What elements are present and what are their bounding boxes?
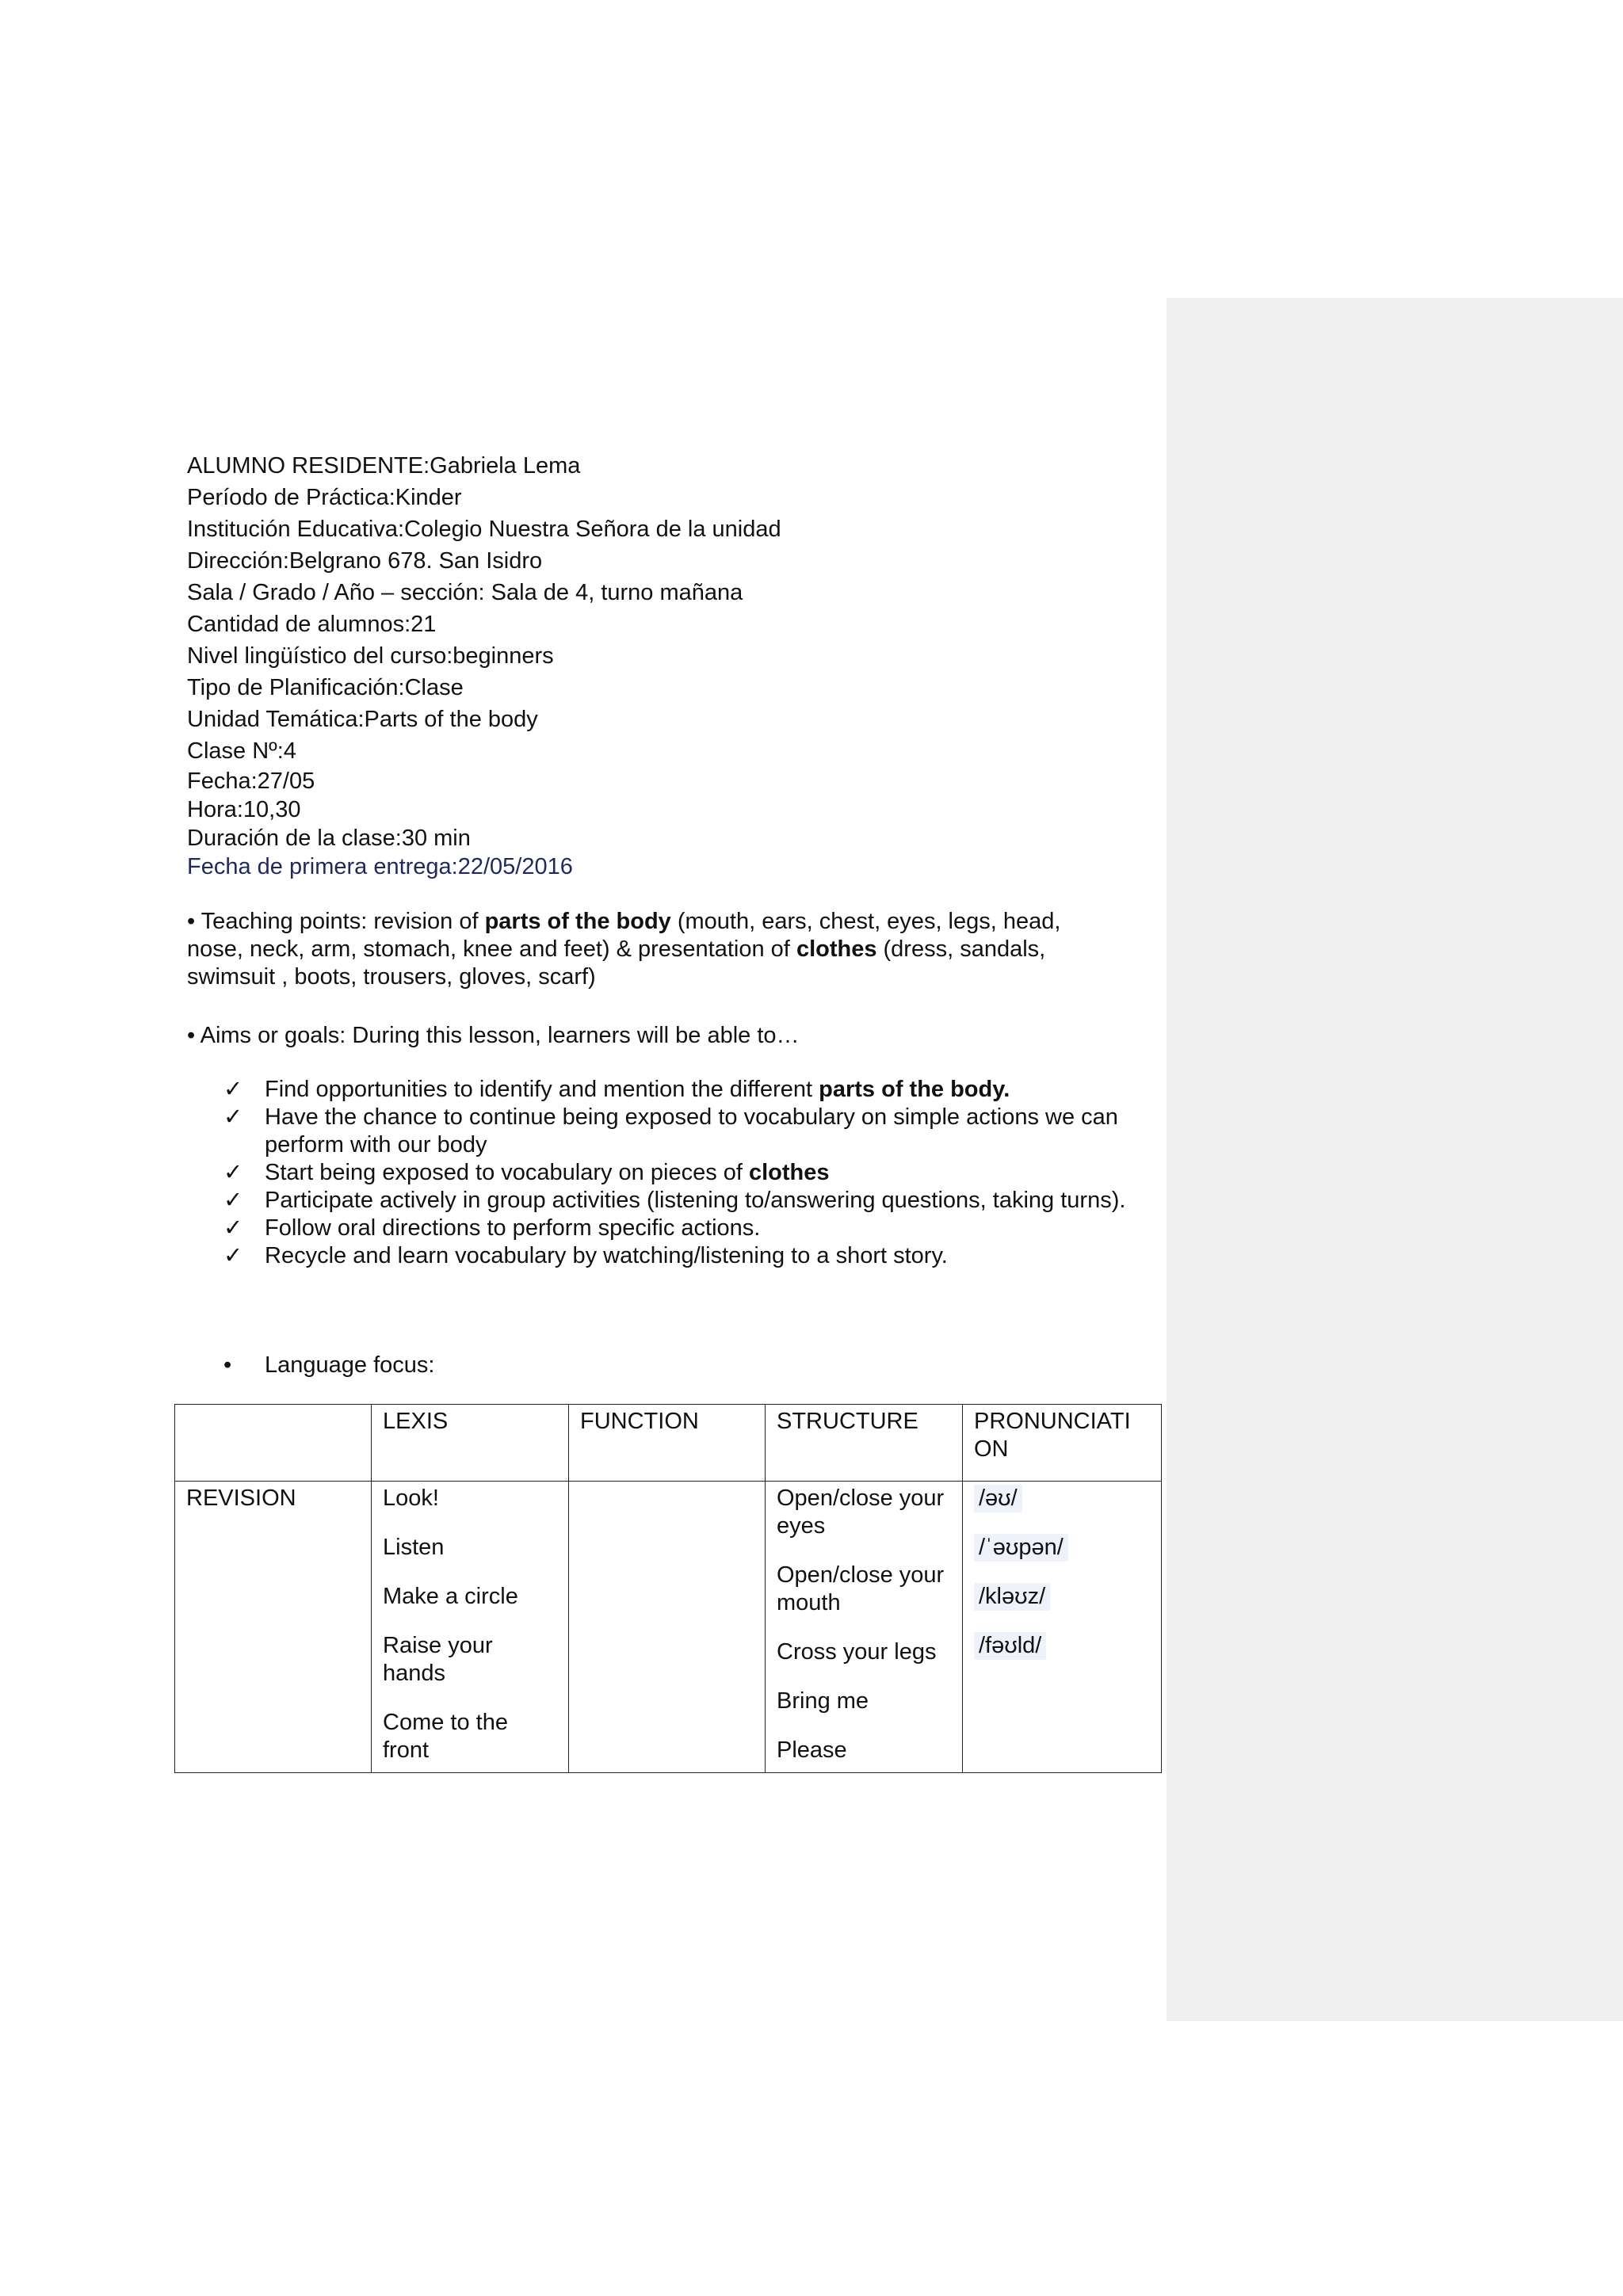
comment-margin-pane bbox=[1167, 298, 1623, 2021]
structure-item: Please bbox=[777, 1737, 847, 1763]
row-label-revision: REVISION bbox=[175, 1482, 372, 1773]
checkmark-icon: ✓ bbox=[223, 1243, 243, 1268]
teaching-points bbox=[187, 908, 1106, 991]
pronunciation-cell bbox=[963, 1482, 1162, 1773]
lexis-cell bbox=[372, 1482, 569, 1773]
header-alumno: ALUMNO RESIDENTE:Gabriela Lema bbox=[187, 453, 581, 479]
teaching-suffix: (dress, sandals, swimsuit , boots, trousers, gloves, scarf) bbox=[187, 936, 1046, 990]
checkmark-icon: ✓ bbox=[223, 1160, 243, 1185]
ipa-item: /əʊ/ bbox=[974, 1485, 1022, 1512]
header-fecha: Fecha:27/05 bbox=[187, 769, 315, 794]
header-cell-empty bbox=[175, 1405, 372, 1482]
structure-cell bbox=[766, 1482, 963, 1773]
aim-item bbox=[223, 1159, 1135, 1187]
aim-item bbox=[223, 1242, 1135, 1270]
aim-item bbox=[223, 1104, 1135, 1159]
aim-item bbox=[223, 1076, 1135, 1104]
table-row bbox=[175, 1482, 1162, 1773]
checkmark-icon: ✓ bbox=[223, 1188, 243, 1213]
bullet-icon: • bbox=[223, 1352, 232, 1378]
header-cell-pronunciation: PRONUNCIATI ON bbox=[963, 1405, 1162, 1482]
header-hora: Hora:10,30 bbox=[187, 797, 301, 822]
header-unidad: Unidad Temática:Parts of the body bbox=[187, 707, 538, 732]
function-cell bbox=[569, 1482, 766, 1773]
header-nivel: Nivel lingüístico del curso:beginners bbox=[187, 643, 554, 669]
aim-item bbox=[223, 1187, 1135, 1215]
aim-text: Have the chance to continue being exposed to vocabulary on simple actions we can perform with our body bbox=[265, 1104, 1118, 1158]
structure-item: Cross your legs bbox=[777, 1639, 937, 1665]
header-cell-structure: STRUCTURE bbox=[766, 1405, 963, 1482]
teaching-mid: (mouth, ears, chest, eyes, legs, head, nose, neck, arm, stomach, knee and feet) & presentation of bbox=[187, 909, 1061, 962]
header-direccion: Dirección:Belgrano 678. San Isidro bbox=[187, 548, 543, 574]
header-institucion: Institución Educativa:Colegio Nuestra Señora de la unidad bbox=[187, 517, 781, 542]
teaching-bold-clothes: clothes bbox=[796, 936, 877, 962]
lexis-item: Come to the front bbox=[383, 1710, 508, 1763]
ipa-item: /ˈəʊpən/ bbox=[974, 1534, 1068, 1562]
table-header-row bbox=[175, 1405, 1162, 1482]
lesson-header bbox=[187, 450, 1138, 881]
header-cantidad: Cantidad de alumnos:21 bbox=[187, 612, 437, 637]
checkmark-icon: ✓ bbox=[223, 1104, 243, 1130]
aim-bold: clothes bbox=[749, 1160, 830, 1185]
language-focus-table bbox=[174, 1404, 1162, 1773]
header-cell-function: FUNCTION bbox=[569, 1405, 766, 1482]
aim-text: Recycle and learn vocabulary by watching/listening to a short story. bbox=[265, 1243, 948, 1268]
aim-text: Find opportunities to identify and mention the different bbox=[265, 1077, 819, 1102]
structure-item: Open/close your mouth bbox=[777, 1562, 945, 1615]
lexis-item: Raise your hands bbox=[383, 1633, 493, 1686]
lexis-item: Make a circle bbox=[383, 1584, 518, 1609]
language-focus-text: Language focus: bbox=[265, 1352, 435, 1378]
header-clase: Clase Nº:4 bbox=[187, 738, 296, 764]
aim-text: Follow oral directions to perform specific actions. bbox=[265, 1215, 761, 1241]
teaching-bold-body: parts of the body bbox=[484, 909, 671, 934]
checkmark-icon: ✓ bbox=[223, 1215, 243, 1241]
header-cell-lexis: LEXIS bbox=[372, 1405, 569, 1482]
aims-checklist bbox=[223, 1076, 1135, 1270]
aims-intro: • Aims or goals: During this lesson, learners will be able to… bbox=[187, 1023, 800, 1048]
teaching-prefix: • Teaching points: revision of bbox=[187, 909, 485, 934]
header-duracion: Duración de la clase:30 min bbox=[187, 826, 471, 851]
header-sala: Sala / Grado / Año – sección: Sala de 4, turno mañana bbox=[187, 580, 743, 605]
structure-item: Bring me bbox=[777, 1688, 869, 1714]
aim-text: Participate actively in group activities (listening to/answering questions, taking turns). bbox=[265, 1188, 1126, 1213]
header-periodo: Período de Práctica:Kinder bbox=[187, 485, 462, 510]
aim-item bbox=[223, 1215, 1135, 1242]
aim-text: Start being exposed to vocabulary on pieces of bbox=[265, 1160, 749, 1185]
lexis-item: Look! bbox=[383, 1486, 439, 1511]
header-tipo: Tipo de Planificación:Clase bbox=[187, 675, 464, 700]
checkmark-icon: ✓ bbox=[223, 1077, 243, 1102]
ipa-item: /kləʊz/ bbox=[974, 1583, 1050, 1611]
aim-bold: parts of the body. bbox=[819, 1077, 1010, 1102]
language-focus-label bbox=[223, 1352, 434, 1379]
lexis-item: Listen bbox=[383, 1535, 445, 1560]
ipa-item: /fəʊld/ bbox=[974, 1632, 1046, 1660]
structure-item: Open/close your eyes bbox=[777, 1486, 945, 1539]
header-entrega: Fecha de primera entrega:22/05/2016 bbox=[187, 854, 573, 879]
